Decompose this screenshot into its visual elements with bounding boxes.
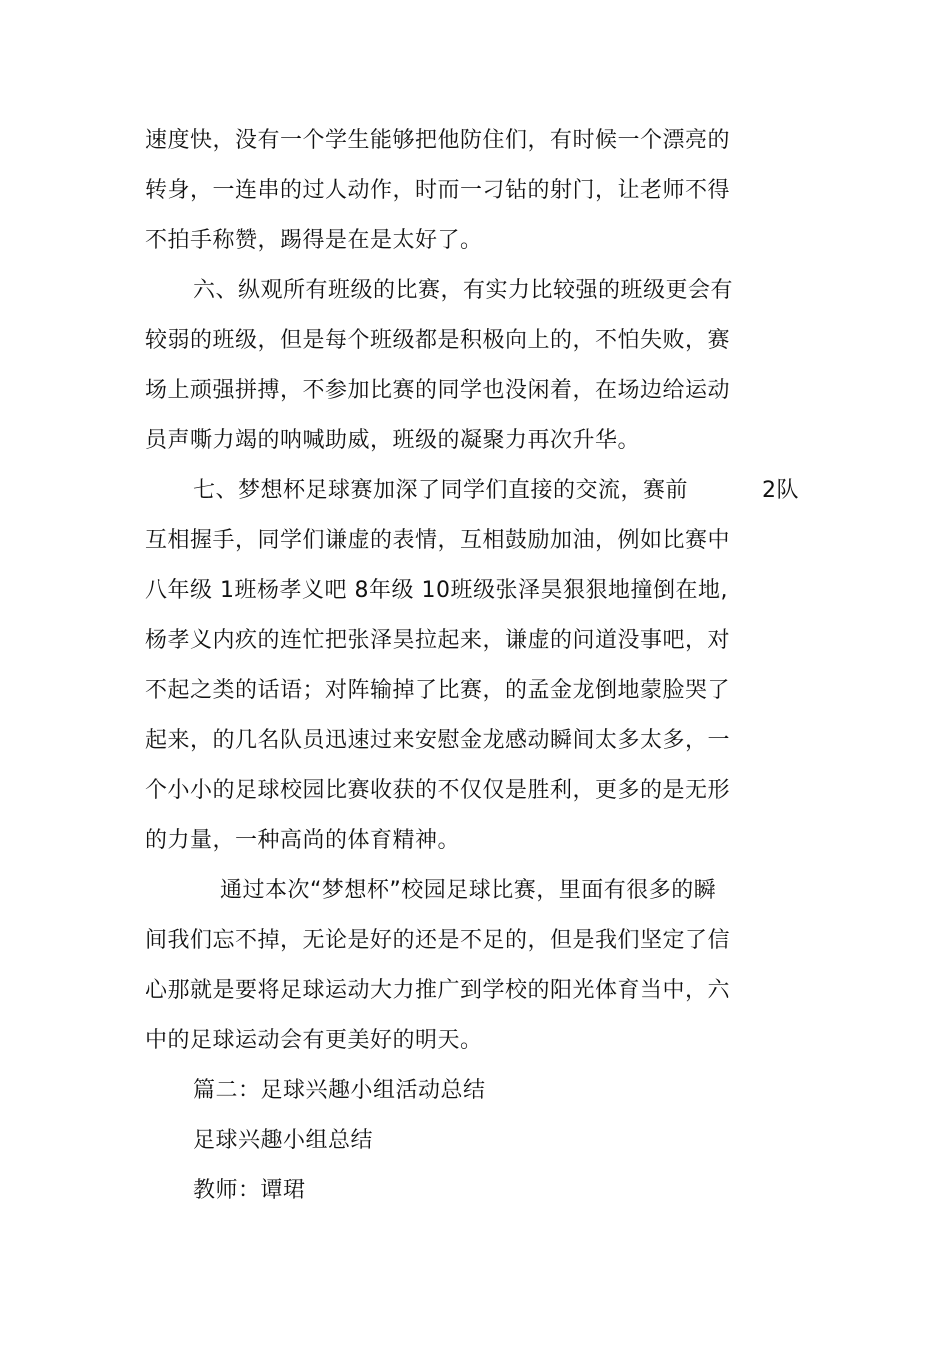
- paragraph-line: 员声嘶力竭的呐喊助威，班级的凝聚力再次升华。: [145, 428, 641, 453]
- paragraph-line: 八年级 1班杨孝义吧 8年级 10班级张泽昊狠狠地撞倒在地,: [145, 578, 728, 603]
- paragraph-line: 不起之类的话语；对阵输掉了比赛，的孟金龙倒地蒙脸哭了: [145, 678, 731, 703]
- paragraph-line: 杨孝义内疚的连忙把张泽昊拉起来，谦虚的问道没事吧，对: [145, 628, 731, 653]
- paragraph-line: 六、纵观所有班级的比赛，有实力比较强的班级更会有: [193, 278, 734, 303]
- paragraph-line: 中的足球运动会有更美好的明天。: [145, 1028, 483, 1053]
- paragraph-line: 个小小的足球校园比赛收获的不仅仅是胜利，更多的是无形: [145, 778, 731, 803]
- section-heading: 篇二：足球兴趣小组活动总结: [193, 1078, 486, 1103]
- paragraph-line: 七、梦想杯足球赛加深了同学们直接的交流，赛前: [193, 478, 689, 503]
- paragraph-line: 互相握手，同学们谦虚的表情，互相鼓励加油，例如比赛中: [145, 528, 731, 553]
- paragraph-line: 心那就是要将足球运动大力推广到学校的阳光体育当中，六: [145, 978, 731, 1003]
- paragraph-line: 间我们忘不掉，无论是好的还是不足的，但是我们坚定了信: [145, 928, 731, 953]
- paragraph-line: 不拍手称赞，踢得是在是太好了。: [145, 228, 483, 253]
- paragraph-line: 起来，的几名队员迅速过来安慰金龙感动瞬间太多太多，一: [145, 728, 731, 753]
- paragraph-line: 速度快，没有一个学生能够把他防住们，有时候一个漂亮的: [145, 128, 731, 153]
- subheading: 足球兴趣小组总结: [193, 1128, 374, 1153]
- author-line: 教师：谭珺: [193, 1178, 306, 1203]
- paragraph-line-fragment: 2队: [762, 478, 799, 503]
- paragraph-line: 较弱的班级，但是每个班级都是积极向上的，不怕失败，赛: [145, 328, 731, 353]
- paragraph-line: 的力量，一种高尚的体育精神。: [145, 828, 461, 853]
- paragraph-line: 通过本次“梦想杯”校园足球比赛，里面有很多的瞬: [220, 878, 717, 903]
- paragraph-line: 场上顽强拼搏，不参加比赛的同学也没闲着，在场边给运动: [145, 378, 731, 403]
- paragraph-line: 转身，一连串的过人动作，时而一刁钻的射门，让老师不得: [145, 178, 731, 203]
